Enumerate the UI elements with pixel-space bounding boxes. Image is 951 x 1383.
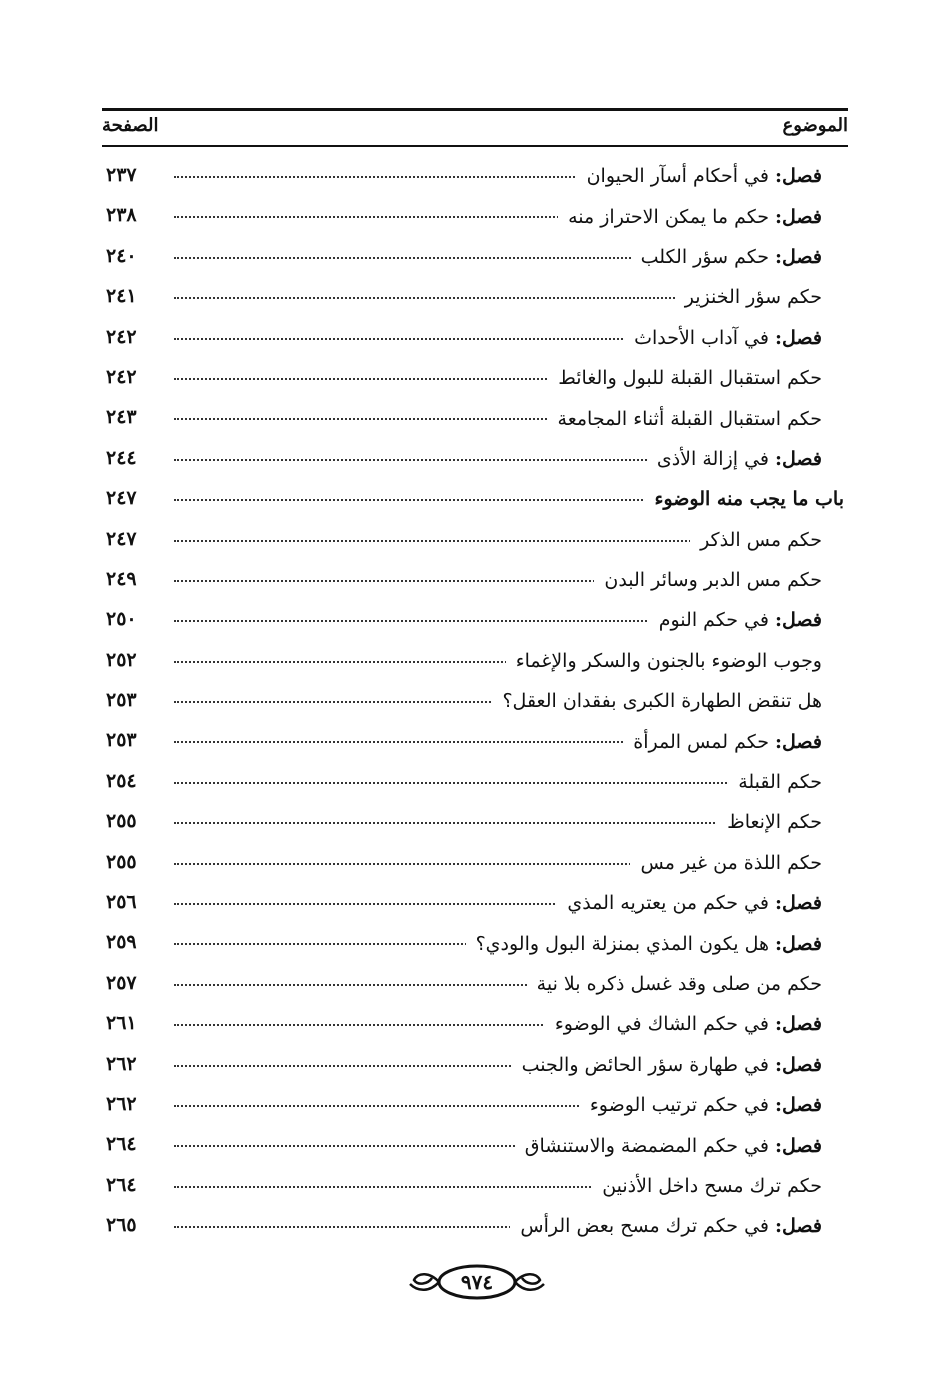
toc-entry-page: ٢٦٤ — [106, 1173, 137, 1196]
toc-entry-text: في حكم ترتيب الوضوء — [589, 1094, 769, 1117]
toc-entry-title — [492, 690, 822, 712]
page-number-ornament — [402, 1262, 552, 1302]
toc-entry-label: فصل: — [775, 932, 822, 955]
toc-entry — [102, 398, 822, 438]
toc-entry-text: هل تنقض الطهارة الكبرى بفقدان العقل؟ — [502, 690, 822, 713]
toc-entry-label: فصل: — [775, 245, 822, 268]
toc-entry-title — [545, 1013, 822, 1035]
toc-entry — [102, 802, 822, 842]
toc-entry — [102, 1125, 822, 1165]
toc-entry-page: ٢٤٣ — [106, 406, 137, 429]
toc-entry-text: في حكم النوم — [658, 609, 769, 632]
toc-entry-text: حكم اللذة من غير مس — [640, 851, 822, 874]
toc-entry-title — [728, 771, 822, 793]
toc-entry — [102, 762, 822, 802]
toc-entry-text: حكم الإنعاظ — [727, 811, 822, 834]
toc-entry-title — [594, 569, 822, 591]
toc-entry-label: فصل: — [775, 609, 822, 632]
header-page: الصفحة — [102, 115, 159, 136]
toc-entry — [102, 1085, 822, 1125]
toc-entry-page: ٢٦١ — [106, 1012, 137, 1035]
toc-entry-title — [512, 1054, 822, 1076]
toc-entry — [102, 237, 822, 277]
toc-entry-title — [558, 206, 822, 228]
toc-entry-label: فصل: — [775, 1053, 822, 1076]
toc-entry-label: فصل: — [775, 892, 822, 915]
toc-entry-page: ٢٦٤ — [106, 1133, 137, 1156]
toc-entry-page: ٢٦٢ — [106, 1052, 137, 1075]
toc-entry — [102, 641, 822, 681]
toc-entry — [102, 883, 822, 923]
toc-entry — [102, 156, 822, 196]
toc-entry-page: ٢٤٧ — [106, 527, 137, 550]
toc-entry — [102, 277, 822, 317]
toc-list — [102, 156, 844, 1247]
toc-entry-page: ٢٤٤ — [106, 446, 137, 469]
toc-entry — [102, 439, 822, 479]
toc-entry-page: ٢٤٧ — [106, 487, 137, 510]
toc-entry-page: ٢٤٠ — [106, 244, 137, 267]
page-number: ٩٧٤ — [460, 1270, 494, 1294]
toc-entry — [102, 1045, 822, 1085]
toc-entry — [102, 923, 822, 963]
toc-entry-text: حكم مس الدبر وسائر البدن — [604, 569, 822, 592]
toc-entry-text: حكم لمس المرأة — [633, 730, 769, 753]
toc-entry-page: ٢٣٧ — [106, 164, 137, 186]
toc-entry-title — [649, 609, 822, 631]
toc-entry-title — [515, 1135, 822, 1157]
toc-entry — [102, 721, 822, 761]
toc-entry-page: ٢٤٢ — [106, 325, 137, 348]
toc-entry-page: ٢٥٦ — [106, 891, 137, 914]
toc-entry-label: فصل: — [775, 1094, 822, 1117]
toc-entry-text: حكم ما يمكن الاحتراز منه — [568, 205, 769, 228]
toc-entry-label: فصل: — [775, 447, 822, 470]
toc-entry-title — [623, 731, 822, 753]
toc-entry-text: حكم استقبال القبلة أثناء المجامعة — [557, 407, 822, 430]
toc-entry-title — [466, 933, 822, 955]
toc-entry-title — [510, 1215, 822, 1237]
toc-entry-text: حكم سؤر الخنزير — [684, 286, 822, 309]
toc-entry-page: ٢٥٥ — [106, 810, 137, 833]
toc-entry-label: فصل: — [775, 730, 822, 753]
toc-entry-title — [592, 1175, 822, 1197]
toc-entry — [102, 843, 822, 883]
toc-entry-text: في أحكام أسآر الحيوان — [586, 165, 769, 188]
table-header — [102, 108, 848, 147]
toc-entry-label: فصل: — [775, 1215, 822, 1238]
toc-entry-text: في حكم المضمضة والاستنشاق — [524, 1134, 769, 1157]
toc-entry-text: في حكم من يعتريه المذي — [567, 892, 769, 915]
toc-entry-page: ٢٦٥ — [106, 1214, 137, 1237]
toc-entry-text: في حكم الشاك في الوضوء — [554, 1013, 769, 1036]
toc-entry — [102, 964, 822, 1004]
toc-entry-page: ٢٥٣ — [106, 729, 137, 752]
toc-entry-text: في طهارة سؤر الحائض والجنب — [521, 1053, 769, 1076]
toc-entry-text: باب ما يجب منه الوضوء — [654, 488, 844, 511]
toc-entry-title — [527, 973, 822, 995]
toc-entry-title — [577, 165, 822, 187]
toc-entry-text: في حكم ترك مسح بعض الرأس — [520, 1215, 769, 1238]
toc-entry-label: فصل: — [775, 205, 822, 228]
toc-entry-title — [645, 488, 844, 510]
toc-entry — [102, 520, 822, 560]
header-topic: الموضوع — [782, 115, 848, 136]
toc-entry-title — [506, 650, 822, 672]
toc-entry — [102, 479, 844, 519]
toc-entry — [102, 1004, 822, 1044]
toc-entry-label: فصل: — [775, 1134, 822, 1157]
toc-entry-page: ٢٥٥ — [106, 850, 137, 873]
dot-leader — [174, 782, 822, 784]
toc-entry — [102, 196, 822, 236]
toc-entry-title — [647, 448, 822, 470]
toc-entry — [102, 560, 822, 600]
toc-entry — [102, 1166, 822, 1206]
toc-entry-text: هل يكون المذي بمنزلة البول والودي؟ — [475, 932, 769, 955]
toc-entry-text: في آداب الأحداث — [634, 326, 769, 349]
toc-entry-page: ٢٥٧ — [106, 971, 137, 994]
toc-entry-page: ٢٥٠ — [106, 608, 137, 631]
toc-entry-text: في إزالة الأذى — [656, 447, 769, 470]
toc-entry-page: ٢٣٨ — [106, 204, 137, 227]
toc-entry-title — [548, 367, 822, 389]
toc-entry-title — [717, 811, 822, 833]
toc-entry-page: ٢٥٣ — [106, 689, 137, 712]
toc-entry — [102, 600, 822, 640]
toc-entry-title — [624, 327, 822, 349]
toc-entry-text: حكم مس الذكر — [700, 528, 822, 551]
toc-entry-label: فصل: — [775, 326, 822, 349]
toc-entry-label: فصل: — [775, 1013, 822, 1036]
toc-entry-text: حكم سؤر الكلب — [640, 245, 769, 268]
toc-entry-title — [548, 408, 822, 430]
toc-entry — [102, 1206, 822, 1246]
toc-entry-title — [690, 529, 822, 551]
toc-entry-title — [631, 246, 822, 268]
toc-entry-page: ٢٤٩ — [106, 567, 137, 590]
toc-entry-title — [580, 1094, 822, 1116]
toc-entry — [102, 358, 822, 398]
toc-entry-page: ٢٤١ — [106, 285, 137, 308]
toc-entry — [102, 681, 822, 721]
toc-entry-text: حكم من صلى وقد غسل ذكره بلا نية — [536, 973, 822, 995]
toc-entry-text: حكم ترك مسح داخل الأذنين — [602, 1174, 822, 1197]
toc-entry-title — [557, 892, 822, 914]
toc-entry-page: ٢٥٤ — [106, 769, 137, 792]
toc-entry-label: فصل: — [775, 165, 822, 188]
toc-entry-page: ٢٦٢ — [106, 1092, 137, 1115]
toc-entry-page: ٢٤٢ — [106, 365, 137, 388]
toc-entry-title — [675, 286, 822, 308]
toc-entry-page: ٢٥٩ — [106, 931, 137, 954]
toc-entry-title — [630, 852, 822, 874]
toc-entry-text: حكم استقبال القبلة للبول والغائط — [558, 367, 822, 390]
toc-entry-text: حكم القبلة — [738, 771, 822, 794]
toc-entry-page: ٢٥٢ — [106, 648, 137, 671]
toc-entry — [102, 318, 822, 358]
toc-entry-text: وجوب الوضوء بالجنون والسكر والإغماء — [515, 649, 822, 672]
